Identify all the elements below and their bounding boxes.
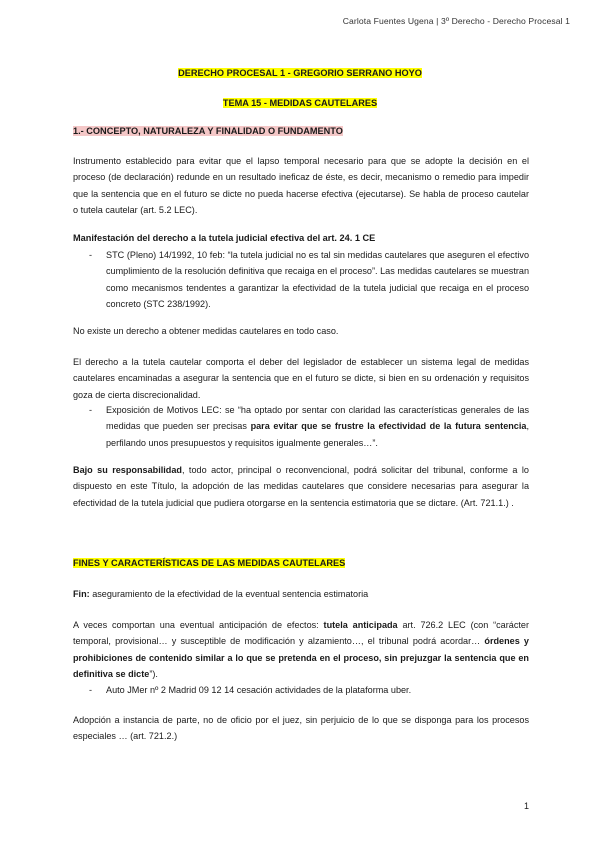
anticipada-bold-1: tutela anticipada	[323, 620, 398, 630]
expo-text-a: Exposición de Motivos LEC: se “ha optado por sentar con claridad las características generales de las medidas que pueden ser precisas	[106, 405, 529, 432]
anticipada-e: ”).	[149, 669, 158, 680]
title-text: DERECHO PROCESAL 1 - GREGORIO SERRANO HOYO	[178, 68, 422, 78]
paragraph-instrumento: Instrumento establecido para evitar que el lapso temporal necesario para que se adopte la decisión en el proceso (de declaración) redunde en un resultado ineficaz de éste, es decir, mecanismo o remedio para impedir que la sentencia que en el futuro se dicte no pueda hacerse efectiva (ejecutarse). Se habla de proceso cautelar o tutela cautelar (art. 5.2 LEC).	[73, 156, 529, 216]
section-heading-fines	[73, 558, 345, 568]
running-header: Carlota Fuentes Ugena | 3º Derecho - Derecho Procesal 1	[342, 16, 570, 26]
fin-label: Fin:	[73, 589, 90, 599]
paragraph-fin	[73, 586, 529, 602]
anticipada-c: art. 726.2 LEC (con “carácter temporal, provisional… y susceptible de modificación y alzamiento…, el tribunal podrá acordar…	[73, 620, 529, 647]
expo-text-b: , perfilando unos presupuestos y requisitos igualmente generales…”.	[106, 421, 529, 448]
expo-text-bold: para evitar que se frustre la efectividad de la futura sentencia	[250, 421, 527, 432]
bullet-dash: -	[89, 685, 93, 695]
bullet-dash: -	[89, 405, 93, 415]
section-heading-concepto	[73, 126, 343, 136]
bullet-auto-uber: Auto JMer nº 2 Madrid 09 12 14 cesación actividades de la plataforma uber.	[106, 685, 412, 695]
responsabilidad-bold: Bajo su responsabilidad	[73, 465, 182, 475]
subheading-manifestacion: Manifestación del derecho a la tutela judicial efectiva del art. 24. 1 CE	[73, 233, 376, 243]
fin-text: aseguramiento de la efectividad de la eventual sentencia estimatoria	[89, 589, 369, 599]
topic-title-text: TEMA 15 - MEDIDAS CAUTELARES	[222, 98, 378, 108]
anticipada-bold-2: órdenes y prohibiciones de contenido similar a lo que se pretenda en el proceso, sin prejuzgar la sentencia que en definitiva se dicte	[73, 636, 529, 680]
paragraph-adopcion: Adopción a instancia de parte, no de oficio por el juez, sin perjuicio de lo que se disponga para los procesos especiales … (art. 721.2.)	[73, 715, 529, 742]
paragraph-responsabilidad	[73, 462, 529, 511]
paragraph-no-existe: No existe un derecho a obtener medidas cautelares en todo caso.	[73, 326, 339, 336]
bullet-stc: STC (Pleno) 14/1992, 10 feb: “la tutela judicial no es tal sin medidas cautelares que aseguren el efectivo cumplimiento de la resolución definitiva que recaiga en el proceso”. Las medidas cautelares se muestran como mecanismos tendentes a garantizar la efectividad de la tutela judicial que recaiga en el proceso concreto (STC 238/1992).	[106, 250, 529, 310]
bullet-dash: -	[89, 250, 93, 260]
paragraph-derecho-tutela: El derecho a la tutela cautelar comporta el deber del legislador de establecer un sistema legal de medidas cautelares encaminadas a asegurar la sentencia que en el futuro se dicte, si bien en su ordenación y requisitos goza de cierta discrecionalidad.	[73, 357, 529, 400]
document-title	[0, 68, 600, 78]
anticipada-a: A veces comportan una eventual anticipación de efectos:	[73, 620, 324, 630]
section-heading-fines-text: FINES Y CARACTERÍSTICAS DE LAS MEDIDAS CAUTELARES	[73, 558, 346, 568]
topic-title	[0, 98, 600, 108]
paragraph-tutela-anticipada	[73, 617, 529, 683]
page-number: 1	[523, 801, 529, 811]
responsabilidad-rest: , todo actor, principal o reconvencional, podrá solicitar del tribunal, conforme a lo dispuesto en este Título, la adopción de las medidas cautelares que considere necesarias para asegurar la efectividad de la tutela judicial que pudiera otorgarse en la sentencia estimatoria que se dictare. (Art. 721.1.) .	[73, 465, 529, 508]
section-heading-text: 1.- CONCEPTO, NATURALEZA Y FINALIDAD O FUNDAMENTO	[73, 126, 343, 136]
bullet-exposicion-motivos	[106, 402, 529, 451]
